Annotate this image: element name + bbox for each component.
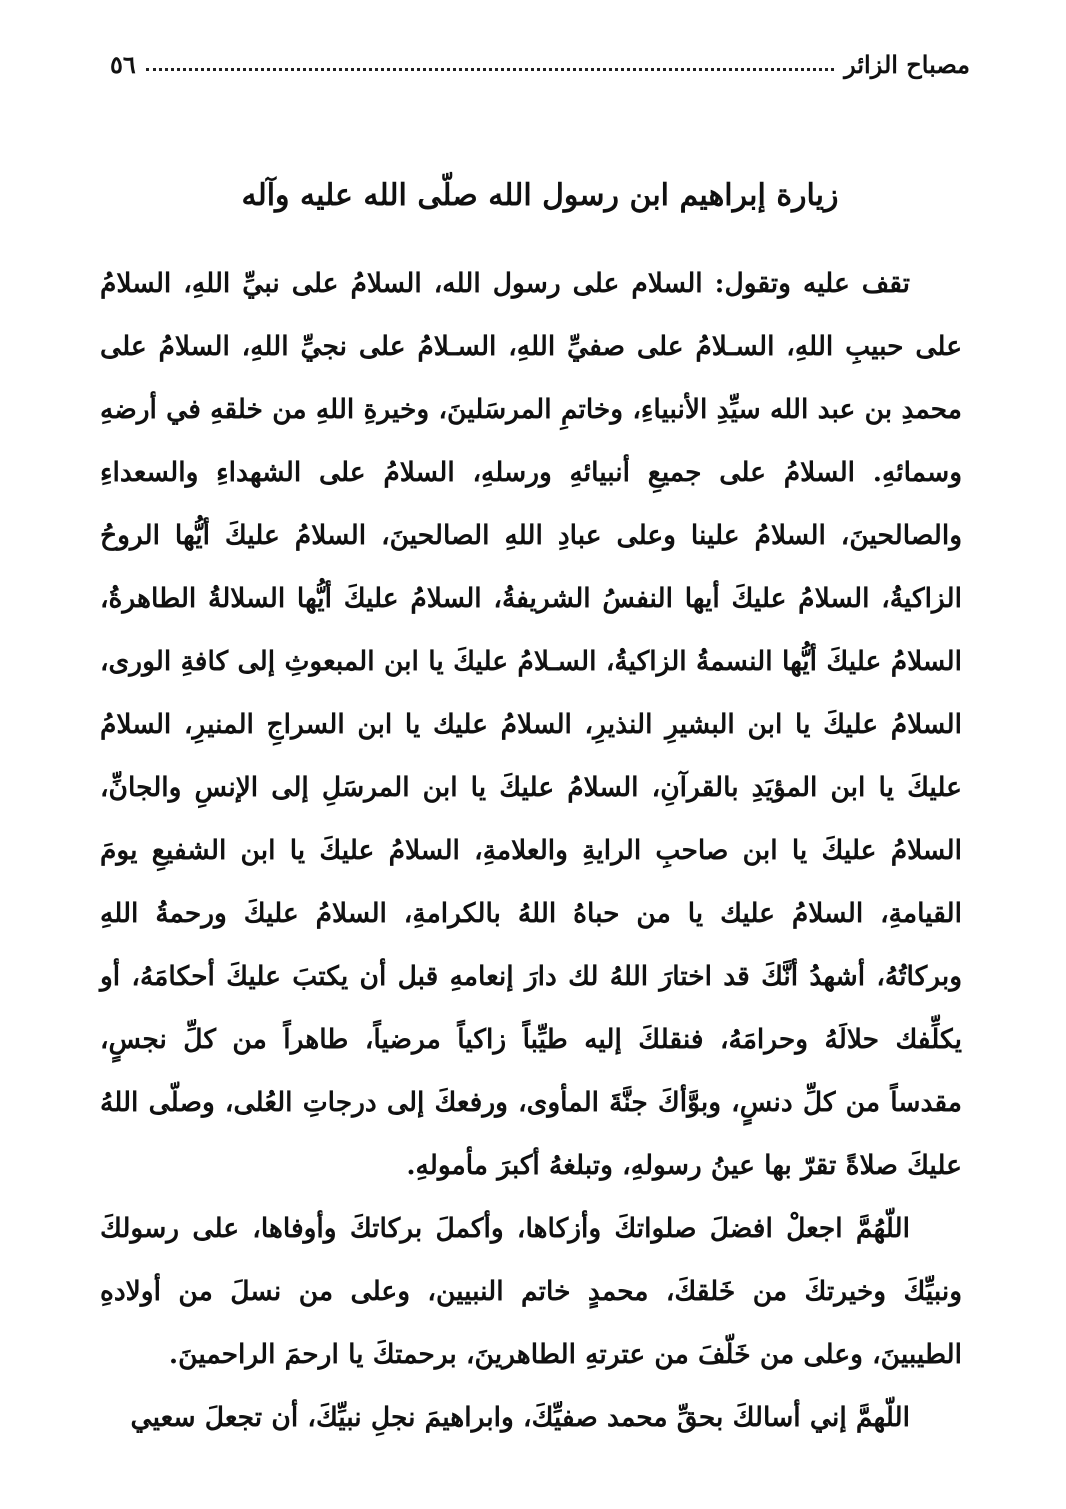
page-number: ٥٦: [110, 49, 136, 79]
header-dot-leader: [146, 52, 834, 71]
running-header: [110, 44, 970, 84]
paragraph: تقف عليه وتقول: السلام على رسول الله، السلامُ على نبيِّ اللهِ، السلامُ على حبيبِ اللهِ، السـلامُ على صفيِّ اللهِ، السـلامُ على نجيِّ اللهِ، السلامُ على محمدِ بن عبد الله سيِّدِ الأنبياءِ، وخاتمِ المرسَلينَ، وخيرةِ اللهِ من خلقهِ في أرضهِ وسمائهِ. السلامُ على جميعِ أنبيائهِ ورسلهِ، السلامُ على الشهداءِ والسعداءِ والصالحينَ، السلامُ علينا وعلى عبادِ اللهِ الصالحينَ، السلامُ عليكَ أيُّها الروحُ الزاكيةُ، السلامُ عليكَ أيها النفسُ الشريفةُ، السلامُ عليكَ أيُّها السلالةُ الطاهرةُ، السلامُ عليكَ أيُّها النسمةُ الزاكيةُ، السـلامُ عليكَ يا ابن المبعوثِ إلى كافةِ الورى، السلامُ عليكَ يا ابن البشيرِ النذيرِ، السلامُ عليك يا ابن السراجِ المنيرِ، السلامُ عليكَ يا ابن المؤيَدِ بالقرآنِ، السلامُ عليكَ يا ابن المرسَلِ إلى الإنسِ والجانِّ، السلامُ عليكَ يا ابن صاحبِ الرايةِ والعلامةِ، السلامُ عليكَ يا ابن الشفيعِ يومَ القيامةِ، السلامُ عليك يا من حباهُ اللهُ بالكرامةِ، السلامُ عليكَ ورحمةُ اللهِ وبركاتُهُ، أشهدُ أنَّكَ قد اختارَ اللهُ لك دارَ إنعامهِ قبل أن يكتبَ عليكَ أحكامَهُ، أو يكلِّفك حلالَهُ وحرامَهُ، فنقلكَ إليه طيِّباً زاكياً مرضياً، طاهراً من كلِّ نجسٍ، مقدساً من كلِّ دنسٍ، وبوَّأكَ جنَّةَ المأوى، ورفعكَ إلى درجاتِ العُلى، وصلّى اللهُ عليكَ صلاةً تقرّ بها عينُ رسولهِ، وتبلغهُ أكبرَ مأمولهِ.: [100, 268, 962, 1181]
body-text: [100, 252, 962, 1449]
paragraph: اللّهُمَّ اجعلْ افضلَ صلواتكَ وأزكاها، وأكملَ بركاتكَ وأوفاها، على رسولكَ ونبيِّكَ وخيرتكَ من خَلقكَ، محمدٍ خاتم النبيين، وعلى من نسلَ من أولادهِ الطيبينَ، وعلى من خَلّفَ من عترتهِ الطاهرينَ، برحمتكَ يا ارحمَ الراحمينَ.: [100, 1213, 962, 1370]
section-title: زيارة إبراهيم ابن رسول الله صلّى الله عليه وآله: [241, 178, 839, 213]
book-title: مصباح الزائر: [844, 49, 970, 79]
paragraph: اللّهمَّ إني أسالكَ بحقِّ محمد صفيِّكَ، وابراهيمَ نجلِ نبيِّكَ، أن تجعلَ سعيي: [130, 1402, 910, 1433]
